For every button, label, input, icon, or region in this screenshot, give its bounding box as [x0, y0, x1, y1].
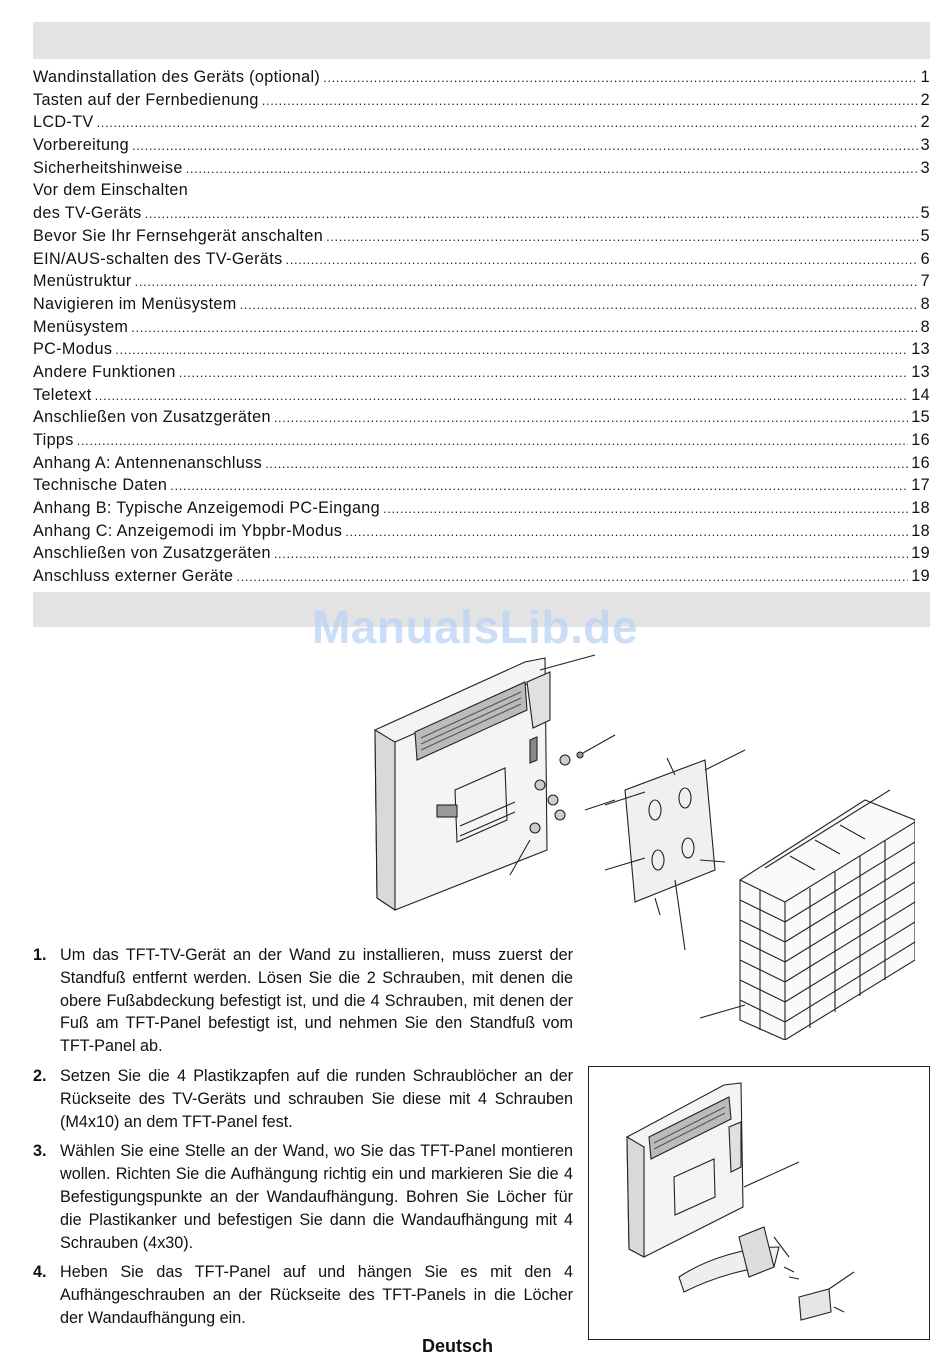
toc-entry-page: 5 — [920, 226, 930, 245]
toc-leader-dots — [132, 135, 918, 158]
toc-entry[interactable] — [33, 134, 930, 157]
toc-entry-title: Anhang C: Anzeigemodi im Ybpbr-Modus — [33, 521, 343, 540]
toc-entry-page: 15 — [911, 408, 930, 427]
toc-entry-page: 6 — [920, 249, 930, 268]
toc-entry[interactable] — [33, 542, 930, 565]
toc-entry-page: 13 — [911, 362, 930, 381]
toc-entry-page: 8 — [920, 317, 930, 336]
toc-leader-dots — [323, 67, 918, 90]
toc-entry[interactable] — [33, 452, 930, 475]
toc-entry-title: Vor dem Einschalten — [33, 181, 189, 200]
toc-entry-page: 18 — [911, 521, 930, 540]
toc-entry-title: Technische Daten — [33, 476, 168, 495]
toc-entry[interactable] — [33, 293, 930, 316]
stand-removal-figure — [588, 1066, 930, 1340]
page-footer-language: Deutsch — [421, 1336, 493, 1356]
toc-entry[interactable] — [33, 429, 930, 452]
toc-leader-dots — [274, 543, 908, 566]
toc-entry-title: Wandinstallation des Geräts (optional) — [33, 68, 321, 86]
toc-entry-title: Anhang A: Antennenanschluss — [33, 453, 263, 472]
toc-entry-page: 8 — [920, 294, 930, 313]
toc-entry[interactable] — [33, 316, 930, 339]
toc-entry-title: Anschließen von Zusatzgeräten — [33, 544, 271, 563]
toc-leader-dots — [240, 294, 918, 317]
toc-entry-title: Anschließen von Zusatzgeräten — [33, 408, 271, 427]
instruction-step — [33, 944, 573, 1058]
toc-leader-dots — [274, 407, 908, 430]
toc-entry-page: 1 — [920, 68, 930, 86]
toc-entry-page: 3 — [920, 136, 930, 155]
toc-entry-page: 7 — [920, 272, 930, 291]
toc-entry-title: PC-Modus — [33, 340, 113, 359]
toc-entry-page: 3 — [920, 158, 930, 177]
step-text: Wählen Sie eine Stelle an der Wand, wo Sie das TFT-Panel montieren wollen. Richten Sie die Aufhängung richtig ein und markieren Sie die 4 Befestigungspunkte an der Wandaufhängung. Bohren Sie Löcher für die Plastikanker und befestigen Sie dann die Wandaufhängung mit 4 Schrauben (4x30). — [60, 1142, 573, 1252]
toc-entry-page: 16 — [911, 453, 930, 472]
header-bar — [33, 22, 930, 59]
toc-entry[interactable] — [33, 66, 930, 89]
toc-entry[interactable] — [33, 520, 930, 543]
toc-entry-page: 17 — [911, 476, 930, 495]
toc-leader-dots — [179, 362, 909, 385]
toc-leader-dots — [115, 339, 908, 362]
step-number: 1. — [33, 946, 47, 964]
instruction-step — [33, 1261, 573, 1329]
toc-entry-title: Vorbereitung — [33, 136, 129, 155]
toc-leader-dots — [236, 566, 908, 589]
toc-entry[interactable] — [33, 179, 930, 202]
toc-entry-page: 2 — [920, 113, 930, 132]
toc-leader-dots — [286, 249, 918, 272]
toc-entry-title: Tipps — [33, 431, 74, 449]
toc-entry-page: 19 — [911, 567, 930, 586]
toc-entry[interactable] — [33, 406, 930, 429]
toc-entry-title: Teletext — [33, 385, 92, 404]
toc-entry[interactable] — [33, 89, 930, 112]
step-text: Um das TFT-TV-Gerät an der Wand zu installieren, muss zuerst der Standfuß entfernt werden. Lösen Sie die 2 Schrauben, mit denen die obere Fußabdeckung befestigt ist, und die 4 Schrauben, mit denen der Fuß am TFT-Panel befestigt ist, und nehmen Sie den Standfuß vom TFT-Panel ab. — [60, 946, 573, 1056]
toc-entry-title: Tasten auf der Fernbedienung — [33, 90, 259, 109]
toc-leader-dots — [186, 158, 918, 181]
toc-entry-title: Menüstruktur — [33, 272, 132, 291]
instruction-step — [33, 1140, 573, 1254]
toc-leader-dots — [95, 385, 909, 408]
toc-entry-title: LCD-TV — [33, 113, 94, 132]
toc-leader-dots — [77, 430, 909, 453]
toc-leader-dots — [326, 226, 918, 249]
toc-leader-dots — [131, 317, 917, 340]
toc-entry[interactable] — [33, 565, 930, 588]
toc-entry-title: Anhang B: Typische Anzeigemodi PC-Eingang — [33, 499, 381, 518]
toc-entry-page: 5 — [920, 204, 930, 223]
toc-leader-dots — [345, 521, 908, 544]
toc-leader-dots — [97, 112, 918, 135]
toc-entry-page: 13 — [911, 340, 930, 359]
instruction-steps — [33, 944, 573, 1337]
toc-leader-dots — [265, 453, 908, 476]
toc-entry-title: des TV-Geräts — [33, 204, 142, 223]
toc-leader-dots — [383, 498, 908, 521]
toc-leader-dots — [145, 203, 918, 226]
toc-leader-dots — [262, 90, 918, 113]
toc-entry[interactable] — [33, 361, 930, 384]
step-text: Setzen Sie die 4 Plastikzapfen auf die runden Schraublöcher an der Rückseite des TV-Geräts und schrauben Sie diese mit 4 Schrauben (M4x10) an dem TFT-Panel fest. — [60, 1066, 573, 1131]
table-of-contents — [33, 66, 930, 588]
toc-entry[interactable] — [33, 225, 930, 248]
toc-entry[interactable] — [33, 202, 930, 225]
toc-entry-page: 2 — [920, 90, 930, 109]
step-number: 2. — [33, 1066, 47, 1085]
step-number: 4. — [33, 1263, 47, 1282]
toc-entry-page: 14 — [911, 385, 930, 404]
toc-entry-title: EIN/AUS-schalten des TV-Geräts — [33, 249, 283, 268]
toc-entry-title: Sicherheitshinweise — [33, 158, 183, 177]
toc-entry[interactable] — [33, 157, 930, 180]
toc-entry-page: 19 — [911, 544, 930, 563]
toc-entry[interactable] — [33, 111, 930, 134]
toc-entry-title: Bevor Sie Ihr Fernsehgerät anschalten — [33, 226, 324, 245]
toc-entry[interactable] — [33, 384, 930, 407]
toc-entry-title: Anschluss externer Geräte — [33, 567, 234, 586]
stand-removal-illustration — [589, 1067, 929, 1339]
toc-entry-title: Andere Funktionen — [33, 362, 176, 381]
toc-entry[interactable] — [33, 338, 930, 361]
toc-entry[interactable] — [33, 248, 930, 271]
instruction-step — [33, 1065, 573, 1133]
step-number: 3. — [33, 1142, 47, 1161]
toc-entry[interactable] — [33, 497, 930, 520]
toc-entry-page: 18 — [911, 499, 930, 518]
toc-leader-dots — [135, 271, 918, 294]
toc-entry[interactable] — [33, 474, 930, 497]
watermark: ManualsLib.de — [312, 601, 638, 653]
toc-entry-title: Menüsystem — [33, 317, 129, 336]
toc-leader-dots — [170, 475, 908, 498]
toc-entry-title: Navigieren im Menüsystem — [33, 294, 237, 313]
toc-entry[interactable] — [33, 270, 930, 293]
toc-entry-page: 16 — [911, 431, 930, 449]
step-text: Heben Sie das TFT-Panel auf und hängen Sie es mit den 4 Aufhängeschrauben an der Rückseite des TFT-Panels in die Löcher der Wandaufhängung ein. — [60, 1263, 573, 1327]
